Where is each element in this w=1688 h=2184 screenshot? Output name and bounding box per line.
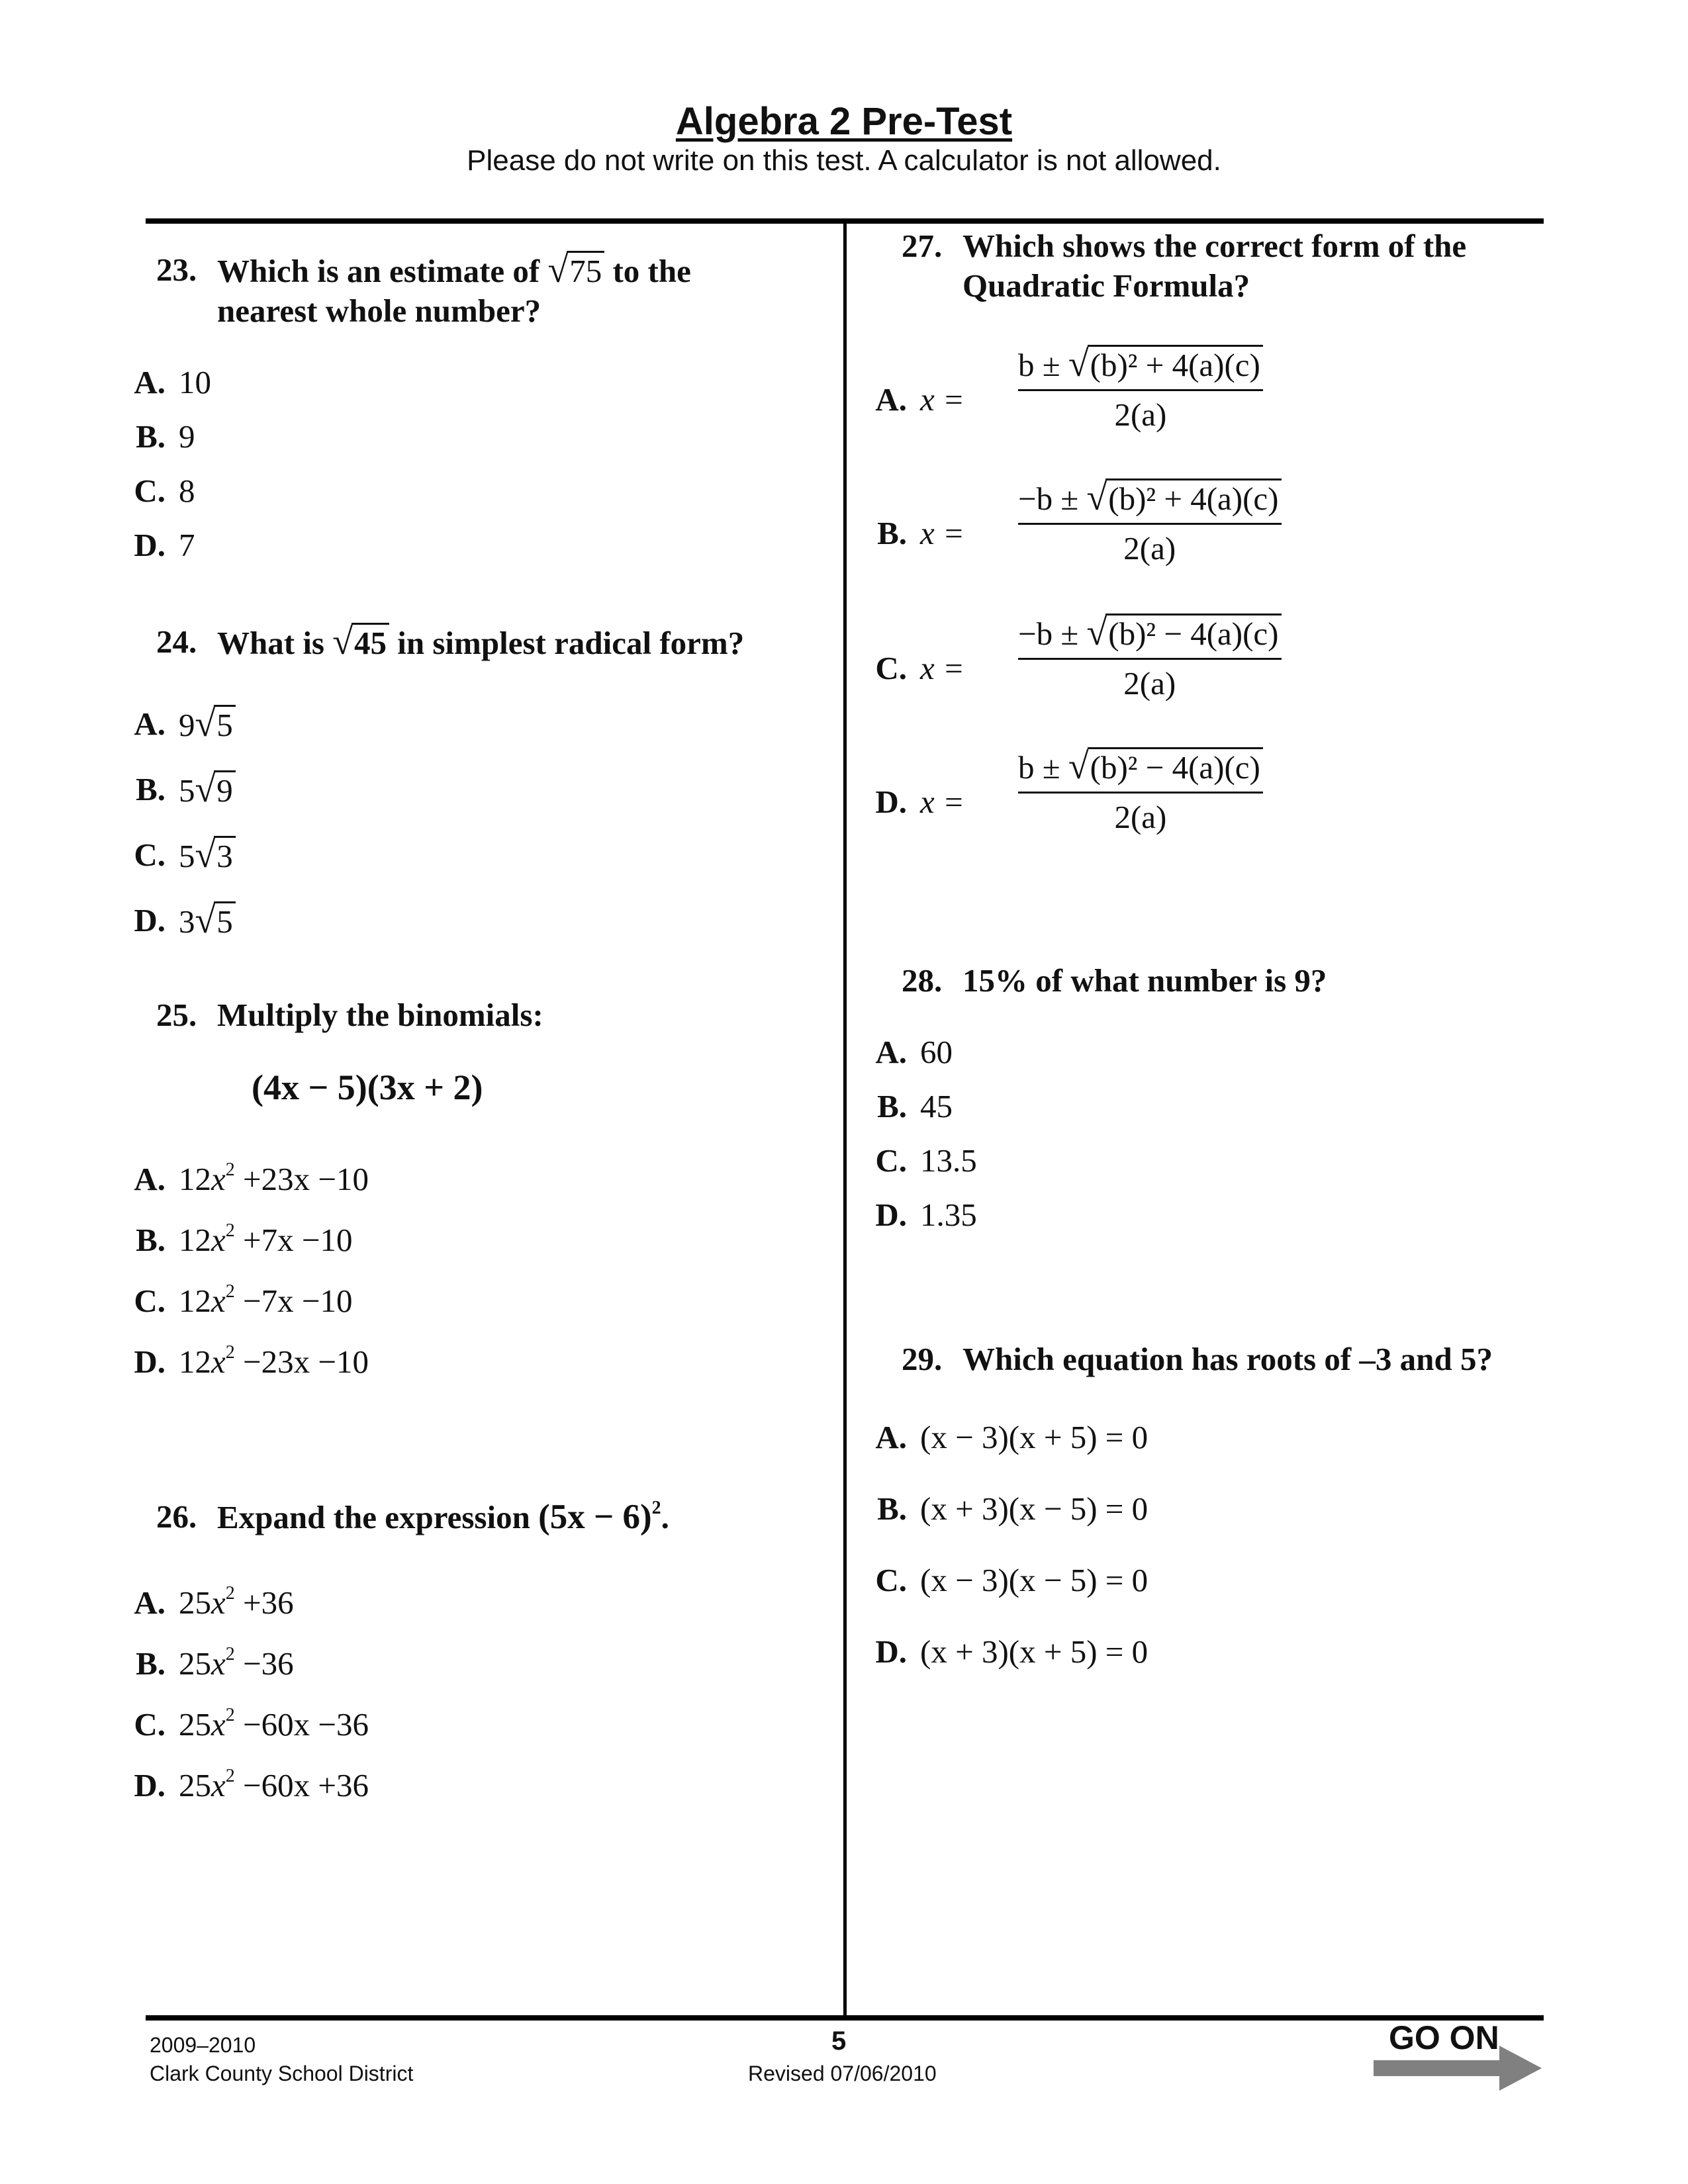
question-29 bbox=[902, 1340, 1537, 1386]
option-27-b[interactable]: B. x = $\frac{\text{−b ± √(b)² + 4(a)(c)}}{2(a)}$ bbox=[861, 478, 1523, 590]
option-25-c[interactable]: C. $12x^2 -7x -10$ bbox=[134, 1281, 353, 1319]
option-23-d[interactable]: D. 7 bbox=[134, 527, 195, 563]
option-24-b[interactable]: B. 5√9 bbox=[119, 770, 715, 813]
question-number: 28. bbox=[902, 962, 943, 999]
page-subtitle: Please do not write on this test. A calculator is not allowed. bbox=[467, 144, 1221, 177]
option-29-c[interactable]: C. (x − 3)(x − 5) = 0 bbox=[875, 1562, 1149, 1598]
option-28-a[interactable]: A. 60 bbox=[875, 1034, 953, 1070]
footer-year: 2009–2010 bbox=[150, 2033, 256, 2057]
option-25-d[interactable]: D. $12x^2 -23x -10$ bbox=[134, 1342, 369, 1380]
formula-fraction: $\frac{\text{−b ± √(b)² − 4(a)(c)}}{2(a)}$ bbox=[1018, 613, 1282, 704]
option-28-d[interactable]: D. 1.35 bbox=[875, 1197, 977, 1233]
option-28-c[interactable]: C. 13.5 bbox=[875, 1142, 977, 1179]
option-27-a[interactable]: A. x = $\frac{\text{b ± √(b)² + 4(a)(c)}}{2(a)}$ bbox=[861, 344, 1523, 457]
question-28 bbox=[902, 961, 1537, 1007]
option-24-a[interactable]: A. 9√5 bbox=[119, 704, 715, 748]
question-stem: Expand the expression $(5x - 6)^2$. bbox=[217, 1498, 669, 1536]
formula-fraction: $\frac{\text{−b ± √(b)² + 4(a)(c)}}{2(a)}$ bbox=[1018, 478, 1282, 569]
option-29-a[interactable]: A. (x − 3)(x + 5) = 0 bbox=[875, 1419, 1149, 1455]
radical-expression: √45 bbox=[332, 625, 389, 661]
option-26-b[interactable]: B. $25x^2 -36$ bbox=[136, 1644, 294, 1682]
question-25-expression: (4x − 5)(3x + 2) bbox=[252, 1068, 483, 1107]
page-number: 5 bbox=[831, 2026, 847, 2056]
option-23-b[interactable]: B. 9 bbox=[136, 418, 195, 455]
option-26-d[interactable]: D. $25x^2 -60x +36$ bbox=[134, 1766, 369, 1803]
formula-fraction: $\frac{\text{b ± √(b)² + 4(a)(c)}}{2(a)}$ bbox=[1018, 344, 1263, 435]
go-on-arrow-icon bbox=[1374, 2042, 1546, 2095]
question-stem: Which shows the correct form of the bbox=[962, 228, 1467, 264]
question-26 bbox=[156, 1497, 818, 1543]
question-27 bbox=[902, 226, 1537, 312]
formula-fraction: $\frac{\text{b ± √(b)² − 4(a)(c)}}{2(a)}$ bbox=[1018, 747, 1263, 837]
question-number: 24. bbox=[156, 623, 197, 660]
question-number: 26. bbox=[156, 1498, 197, 1535]
question-23 bbox=[156, 250, 818, 336]
footer-district: Clark County School District bbox=[150, 2062, 414, 2085]
question-stem: What is √45 in simplest radical form? bbox=[217, 621, 745, 662]
question-stem: Multiply the binomials: bbox=[217, 997, 543, 1033]
option-23-a[interactable]: A. 10 bbox=[134, 364, 211, 400]
question-number: 23. bbox=[156, 251, 197, 288]
option-26-a[interactable]: A. $25x^2 +36$ bbox=[134, 1583, 294, 1621]
option-29-b[interactable]: B. (x + 3)(x − 5) = 0 bbox=[877, 1490, 1149, 1527]
question-stem: 15% of what number is 9? bbox=[962, 962, 1327, 999]
question-stem-line2: Quadratic Formula? bbox=[962, 267, 1250, 304]
option-23-c[interactable]: C. 8 bbox=[134, 473, 195, 509]
option-25-b[interactable]: B. $12x^2 +7x -10$ bbox=[136, 1220, 353, 1258]
question-stem-line2: nearest whole number? bbox=[217, 293, 541, 329]
option-28-b[interactable]: B. 45 bbox=[877, 1088, 953, 1124]
option-29-d[interactable]: D. (x + 3)(x + 5) = 0 bbox=[875, 1633, 1149, 1670]
question-number: 29. bbox=[902, 1341, 943, 1377]
question-number: 25. bbox=[156, 997, 197, 1033]
question-stem: Which equation has roots of –3 and 5? bbox=[962, 1341, 1493, 1377]
question-number: 27. bbox=[902, 228, 943, 264]
option-25-a[interactable]: A. $12x^2 +23x -10$ bbox=[134, 1160, 369, 1197]
question-24 bbox=[156, 622, 831, 668]
option-27-d[interactable]: D. x = $\frac{\text{b ± √(b)² − 4(a)(c)}}{2(a)}$ bbox=[861, 747, 1523, 859]
bottom-rule bbox=[146, 2015, 1544, 2021]
page-title: Algebra 2 Pre-Test bbox=[675, 100, 1013, 143]
radical-expression: √75 bbox=[548, 253, 605, 289]
question-25 bbox=[156, 995, 818, 1042]
option-24-d[interactable]: D. 3√5 bbox=[119, 901, 715, 944]
footer-revised: Revised 07/06/2010 bbox=[748, 2062, 937, 2085]
option-27-c[interactable]: C. x = $\frac{\text{−b ± √(b)² − 4(a)(c)}}{2(a)}$ bbox=[861, 613, 1523, 725]
go-on-label: GO ON bbox=[1389, 2019, 1499, 2056]
option-24-c[interactable]: C. 5√3 bbox=[119, 835, 715, 879]
option-26-c[interactable]: C. $25x^2 -60x -36$ bbox=[134, 1705, 369, 1743]
column-divider bbox=[843, 221, 847, 2015]
question-stem: Which is an estimate of √75 to the bbox=[217, 250, 691, 291]
